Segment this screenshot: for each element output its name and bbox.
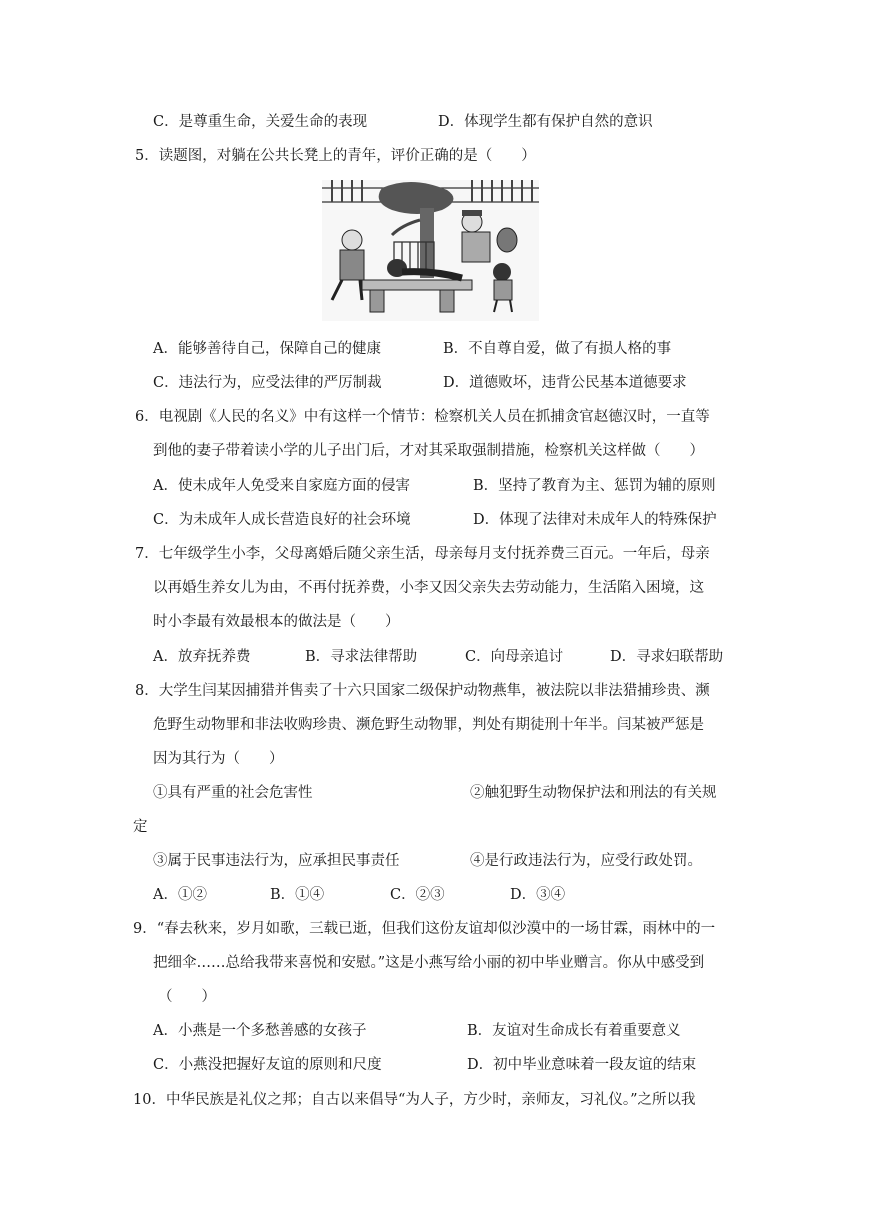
q6-option-a: A．使未成年人免受来自家庭方面的侵害	[153, 478, 410, 494]
q7-option-c: C．向母亲追讨	[465, 649, 564, 665]
q7-option-b: B．寻求法律帮助	[305, 649, 418, 665]
q8-stem-line3: 因为其行为（ ）	[153, 751, 284, 767]
q8-option-a: A．①②	[153, 887, 207, 903]
q9-option-d: D．初中毕业意味着一段友谊的结束	[467, 1057, 697, 1073]
q8-option-d: D．③④	[510, 887, 566, 903]
q8-stem-line2: 危野生动物罪和非法收购珍贵、濒危野生动物罪，判处有期徒刑十年半。闫某被严惩是	[153, 717, 704, 733]
q5-cartoon-image	[322, 180, 539, 321]
q7-option-d: D．寻求妇联帮助	[610, 649, 724, 665]
q6-stem-line1: 6．电视剧《人民的名义》中有这样一个情节：检察机关人员在抓捕贪官赵德汉时，一直等	[135, 409, 710, 425]
q8-statement-2: ②触犯野生动物保护法和刑法的有关规	[470, 785, 717, 801]
q4-option-d: D．体现学生都有保护自然的意识	[438, 114, 653, 130]
q7-stem-line2: 以再婚生养女儿为由，不再付抚养费，小李又因父亲失去劳动能力，生活陷入困境，这	[153, 580, 704, 596]
q7-stem-line3: 时小李最有效最根本的做法是（ ）	[153, 614, 400, 630]
q6-option-d: D．体现了法律对未成年人的特殊保护	[473, 512, 717, 528]
q8-statement-2-continued: 定	[133, 819, 148, 835]
q10-stem-line1: 10．中华民族是礼仪之邦；自古以来倡导“为人子，方少时，亲师友，习礼仪。”之所以我	[133, 1092, 696, 1108]
q8-option-b: B．①④	[270, 887, 325, 903]
q4-option-c: C．是尊重生命，关爱生命的表现	[153, 114, 368, 130]
q6-option-b: B．坚持了教育为主、惩罚为辅的原则	[473, 478, 716, 494]
q7-stem-line1: 7．七年级学生小李，父母离婚后随父亲生活，母亲每月支付抚养费三百元。一年后，母亲	[135, 546, 710, 562]
q9-option-b: B．友谊对生命成长有着重要意义	[467, 1023, 681, 1039]
q8-stem-line1: 8．大学生闫某因捕猎并售卖了十六只国家二级保护动物燕隼，被法院以非法猎捕珍贵、濒	[135, 683, 710, 699]
q9-option-c: C．小燕没把握好友谊的原则和尺度	[153, 1057, 382, 1073]
q8-statement-4: ④是行政违法行为，应受行政处罚。	[470, 853, 702, 869]
q7-option-a: A．放弃抚养费	[153, 649, 251, 665]
q5-option-c: C．违法行为，应受法律的严厉制裁	[153, 375, 382, 391]
q5-option-b: B．不自尊自爱，做了有损人格的事	[443, 341, 672, 357]
q9-stem-line1: 9．“春去秋来，岁月如歌，三载已逝，但我们这份友谊却似沙漠中的一场甘霖，雨林中的一	[133, 921, 716, 937]
q6-option-c: C．为未成年人成长营造良好的社会环境	[153, 512, 411, 528]
q9-stem-line3: （ ）	[158, 989, 216, 1005]
q9-stem-line2: 把细伞……总给我带来喜悦和安慰。”这是小燕写给小丽的初中毕业赠言。你从中感受到	[153, 955, 705, 971]
q5-option-a: A．能够善待自己，保障自己的健康	[153, 341, 381, 357]
q5-option-d: D．道德败坏，违背公民基本道德要求	[443, 375, 687, 391]
q6-stem-line2: 到他的妻子带着读小学的儿子出门后，才对其采取强制措施，检察机关这样做（ ）	[153, 443, 704, 459]
q5-stem: 5．读题图，对躺在公共长凳上的青年，评价正确的是（ ）	[135, 148, 536, 164]
q8-option-c: C．②③	[390, 887, 445, 903]
q8-statement-3: ③属于民事违法行为，应承担民事责任	[153, 853, 400, 869]
q8-statement-1: ①具有严重的社会危害性	[153, 785, 313, 801]
q9-option-a: A．小燕是一个多愁善感的女孩子	[153, 1023, 367, 1039]
